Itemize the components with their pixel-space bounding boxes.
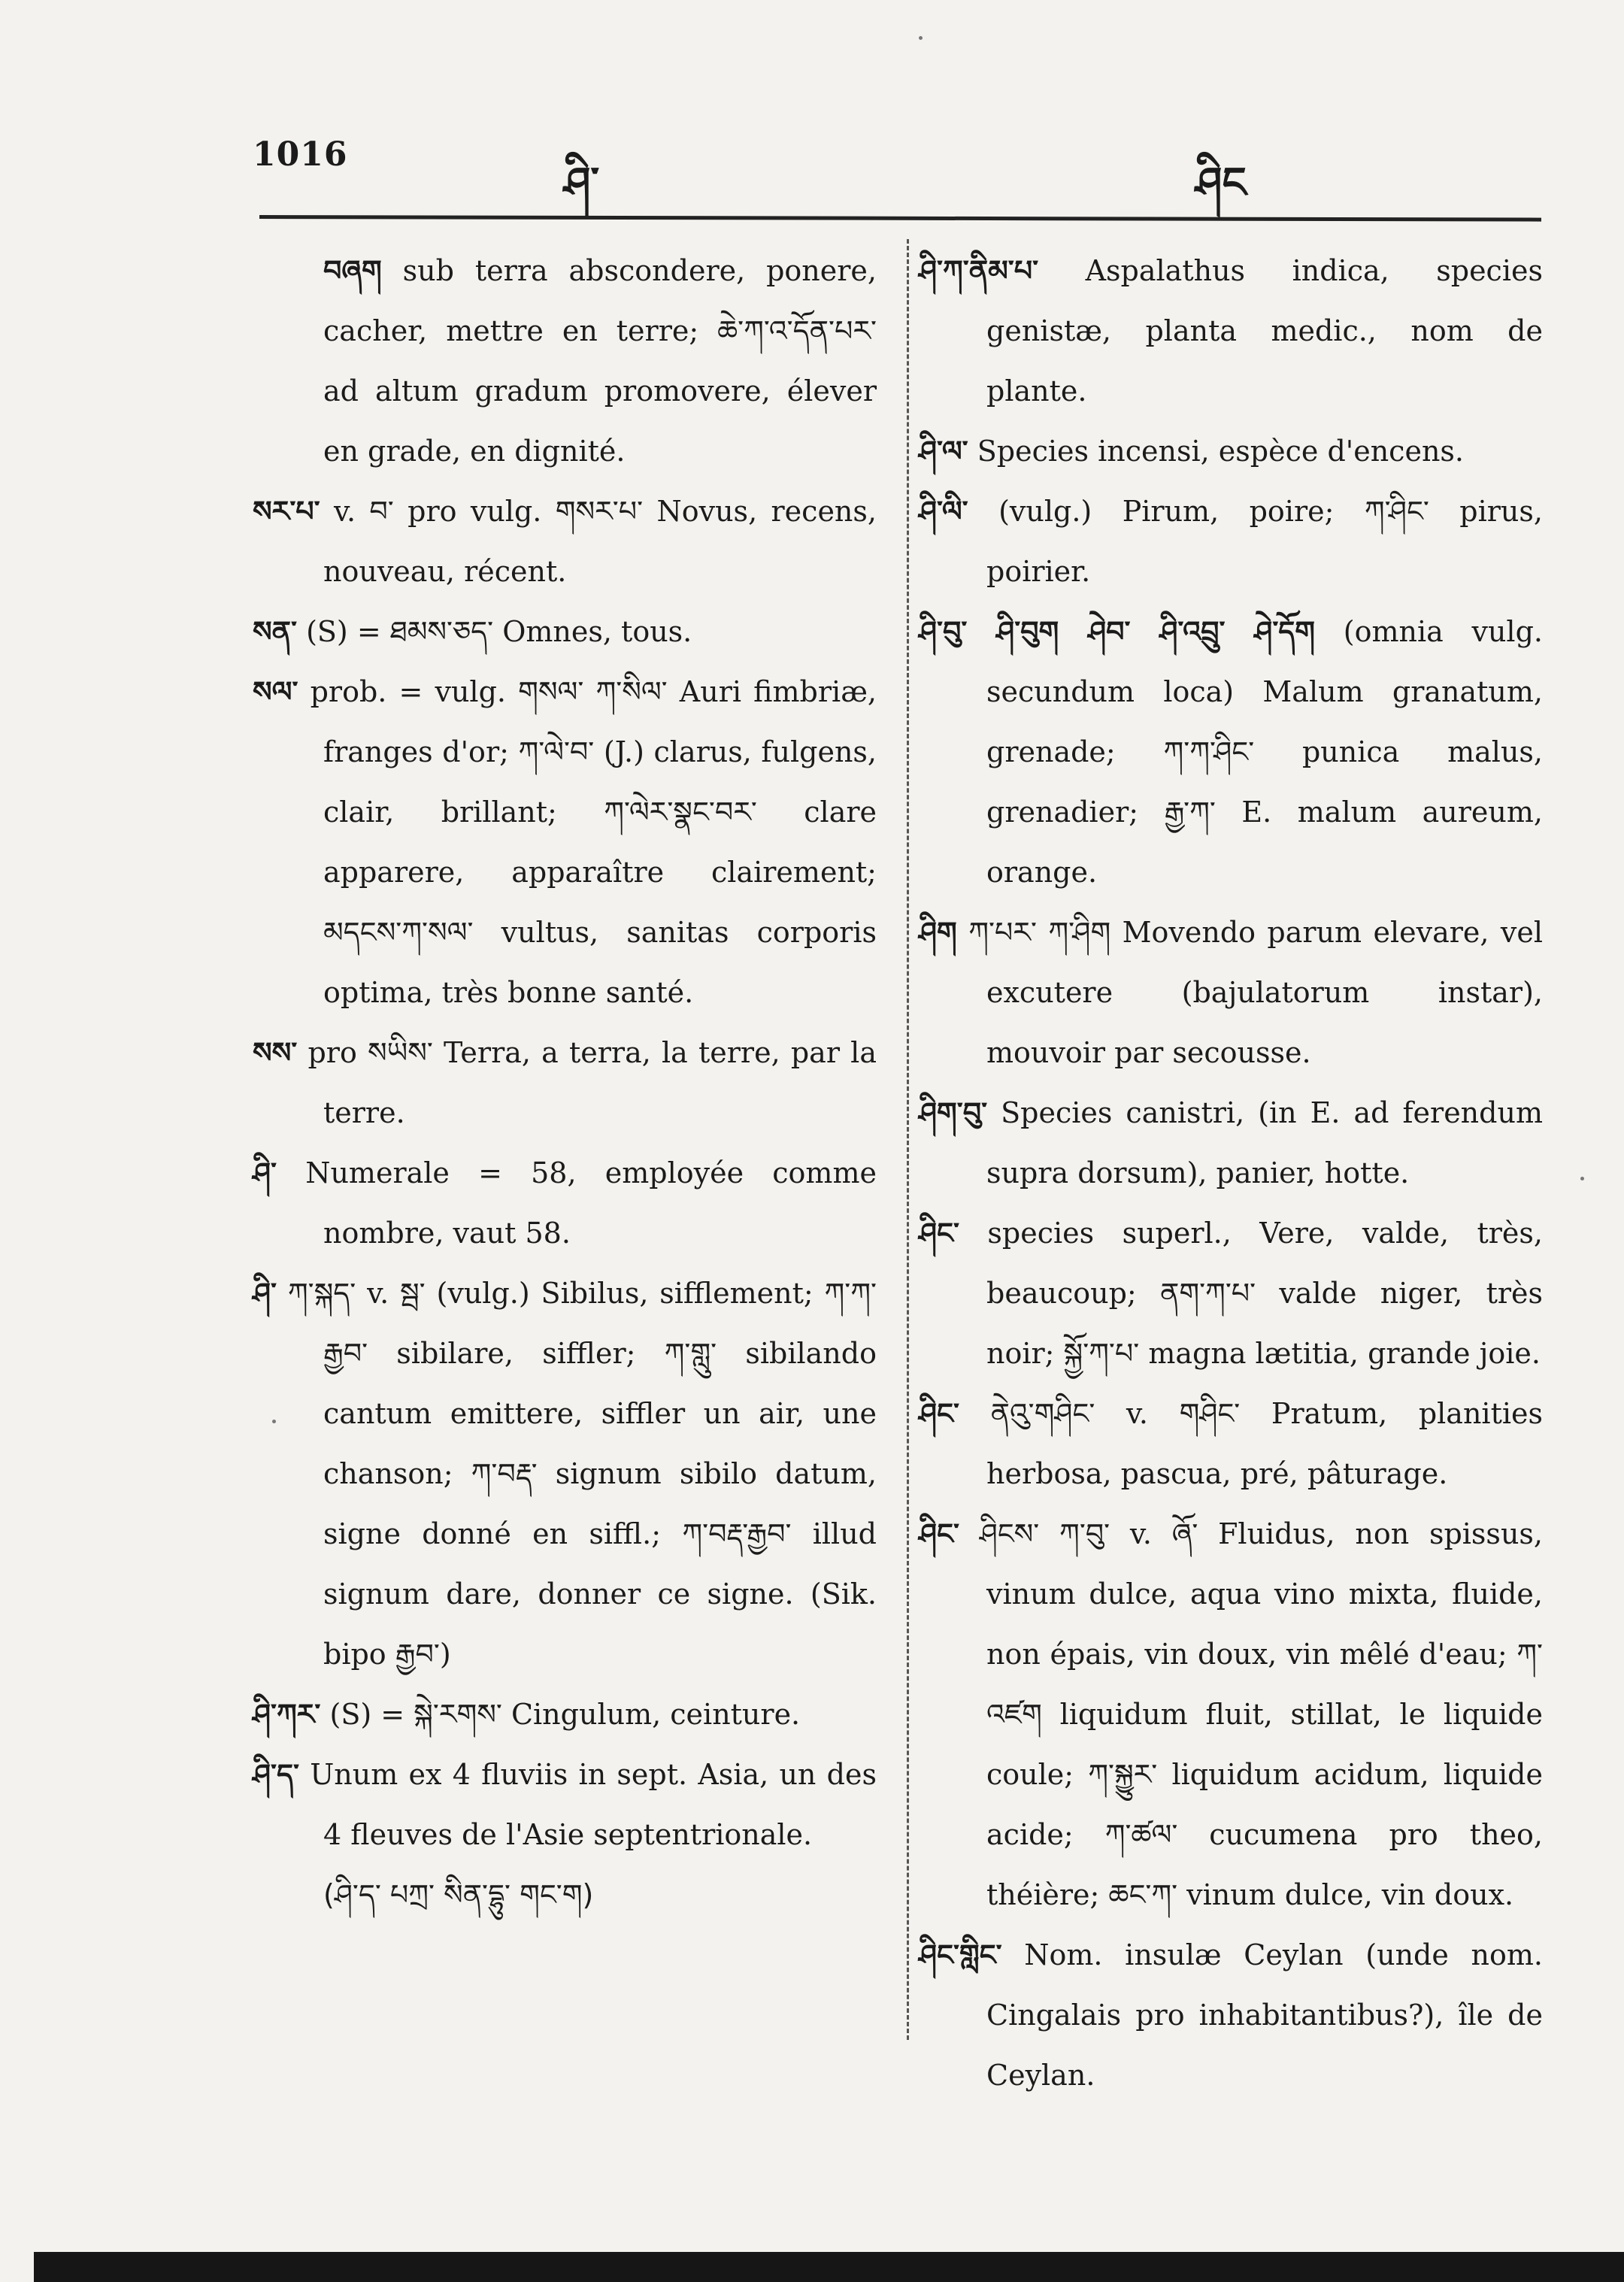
right-column xyxy=(919,241,1543,2105)
dictionary-entry xyxy=(919,421,1543,481)
entry-definition: ཀ་པར་ ཀ་ཤིག Movendo parum elevare, vel excutere (bajulatorum instar), mouvoir par secousse. xyxy=(968,916,1543,1069)
left-column xyxy=(253,241,877,1925)
paper-speck xyxy=(272,1420,276,1423)
dictionary-entry-note xyxy=(253,1865,877,1925)
entry-definition: (S) = སྐེ་རགས་ Cingulum, ceinture. xyxy=(329,1698,801,1731)
scan-edge-bar xyxy=(34,2252,1624,2282)
dictionary-entry xyxy=(253,1263,877,1684)
dictionary-entry xyxy=(919,1504,1543,1925)
dictionary-entry xyxy=(919,902,1543,1083)
dictionary-entry xyxy=(253,1744,877,1865)
entry-headword: ཤི་ལ་ xyxy=(919,435,968,468)
dictionary-entry xyxy=(919,602,1543,902)
paper-speck xyxy=(1580,1177,1584,1180)
entry-headword: ཤིང་ xyxy=(919,1397,959,1430)
guide-word-right: ཤིང xyxy=(1195,159,1247,208)
entry-definition: species superl., Vere, valde, très, beaucoup; ནག་ཀ་པ་ valde niger, très noir; སྐྱོ་ཀ་པ་ magna lætitia, grande joie. xyxy=(986,1217,1543,1370)
entry-headword: སན་ xyxy=(253,615,297,648)
entry-definition: ཤིངས་ ཀ་བུ་ v. ཞོ་ Fluidus, non spissus, vinum dulce, aqua vino mixta, fluide, non épais, vin doux, vin mêlé d'eau; ཀ་འཛག liquidum fluit, stillat, le liquide coule; ཀ་སྐྱུར་ liquidum acidum, liquide acide; ཀ་ཚལ་ cucumena pro theo, théière; ཆང་ཀ་ vinum dulce, vin doux. xyxy=(979,1517,1543,1911)
dictionary-entry xyxy=(919,1083,1543,1203)
entry-definition: (S) = ཐམས་ཅད་ Omnes, tous. xyxy=(306,615,692,648)
entry-definition: Numerale = 58, employée comme nombre, vaut 58. xyxy=(305,1156,877,1250)
entry-definition: ཀ་སྐད་ v. སྦ་ (vulg.) Sibilus, sifflement; ཀ་ཀ་རྒྱབ་ sibilare, siffler; ཀ་གླུ་ sibilando cantum emittere, siffler un air, une chanson; ཀ་བརྡ་ signum sibilo datum, signe donné en siffl.; ཀ་བརྡ་རྒྱབ་ illud signum dare, donner ce signe. (Sik. bipo རྒྱབ་) xyxy=(287,1277,877,1671)
entry-headword: ཤི་ཀར་ xyxy=(253,1698,321,1731)
page-number: 1016 xyxy=(253,135,348,174)
entry-definition: (omnia vulg. secundum loca) Malum granatum, grenade; ཀ་ཀ་ཤིང་ punica malus, grenadier; རྒྱ་ཀ་ E. malum aureum, orange. xyxy=(986,615,1543,889)
entry-definition: Unum ex 4 fluviis in sept. Asia, un des 4 fleuves de l'Asie septentrionale. xyxy=(310,1758,877,1851)
dictionary-entry xyxy=(919,481,1543,602)
entry-definition: Aspalathus indica, species genistæ, planta medic., nom de plante. xyxy=(986,254,1543,408)
entry-definition: (vulg.) Pirum, poire; ཀ་ཤིང་ pirus, poirier. xyxy=(986,495,1543,588)
dictionary-entry xyxy=(253,1143,877,1263)
dictionary-entry xyxy=(253,602,877,662)
dictionary-entry xyxy=(253,1023,877,1143)
entry-headword: ཤིང་ xyxy=(919,1517,959,1550)
dictionary-entry xyxy=(919,1383,1543,1504)
entry-headword: སས་ xyxy=(253,1036,298,1069)
dictionary-entry xyxy=(919,241,1543,421)
entry-definition: pro སཡིས་ Terra, a terra, la terre, par la terre. xyxy=(308,1036,877,1129)
entry-definition: ནེའུ་གཤིང་ v. གཤིང་ Pratum, planities herbosa, pascua, pré, pâturage. xyxy=(986,1397,1543,1490)
entry-headword: སར་པ་ xyxy=(253,495,320,528)
dictionary-entry xyxy=(253,481,877,602)
dictionary-entry xyxy=(253,1684,877,1744)
entry-headword: ཤི་ལི་ xyxy=(919,495,968,528)
dictionary-entry xyxy=(253,241,877,481)
entry-definition: sub terra abscondere, ponere, cacher, mettre en terre; ཆེ་ཀ་འ་དོན་པར་ ad altum gradum promovere, élever en grade, en dignité. xyxy=(323,254,877,468)
column-divider xyxy=(907,239,910,2040)
dictionary-entry xyxy=(919,1925,1543,2105)
entry-note-text: (ཤི་ད་ པཀྲ་ སིན་དྷུ་ གང་ག) xyxy=(323,1878,594,1911)
dictionary-entry xyxy=(253,662,877,1023)
paper-speck xyxy=(919,36,923,40)
entry-headword: ཤིག xyxy=(919,916,957,949)
guide-word-left: ཤི་ xyxy=(564,159,600,208)
entry-headword: ཤི་ xyxy=(253,1156,277,1189)
entry-headword: ཤིང་ xyxy=(919,1217,959,1250)
entry-definition: v. བ་ pro vulg. གསར་པ་ Novus, recens, nouveau, récent. xyxy=(323,495,877,588)
entry-headword: སལ་ xyxy=(253,675,298,708)
dictionary-entry xyxy=(919,1203,1543,1383)
entry-headword: ཤི་ xyxy=(253,1277,277,1310)
entry-headword: ཤིག་བུ་ xyxy=(919,1096,988,1129)
entry-headword: ཤིང་གླིང་ xyxy=(919,1938,1002,1971)
entry-definition: Nom. insulæ Ceylan (unde nom. Cingalais pro inhabitantibus?), île de Ceylan. xyxy=(986,1938,1543,2092)
entry-headword: ཤི་ད་ xyxy=(253,1758,299,1791)
entry-definition: Species canistri, (in E. ad ferendum supra dorsum), panier, hotte. xyxy=(986,1096,1543,1189)
entry-headword: ཤི་བུ་ ཤི་བུག ཤེབ་ ཤི་འབྲུ་ ཤེ་དོག xyxy=(919,615,1316,648)
header-rule xyxy=(259,215,1541,222)
entry-headword: ཤི་ཀ་ནིམ་པ་ xyxy=(919,254,1039,287)
entry-headword: བཞག xyxy=(323,254,382,287)
entry-definition: prob. = vulg. གསལ་ ཀ་སིལ་ Auri fimbriæ, franges d'or; ཀ་ལེ་བ་ (J.) clarus, fulgens, clair, brillant; ཀ་ལེར་སྣང་བར་ clare apparere, apparaître clairement; མདངས་ཀ་སལ་ vultus, sanitas corporis optima, très bonne santé. xyxy=(310,675,877,1009)
entry-definition: Species incensi, espèce d'encens. xyxy=(977,435,1465,468)
